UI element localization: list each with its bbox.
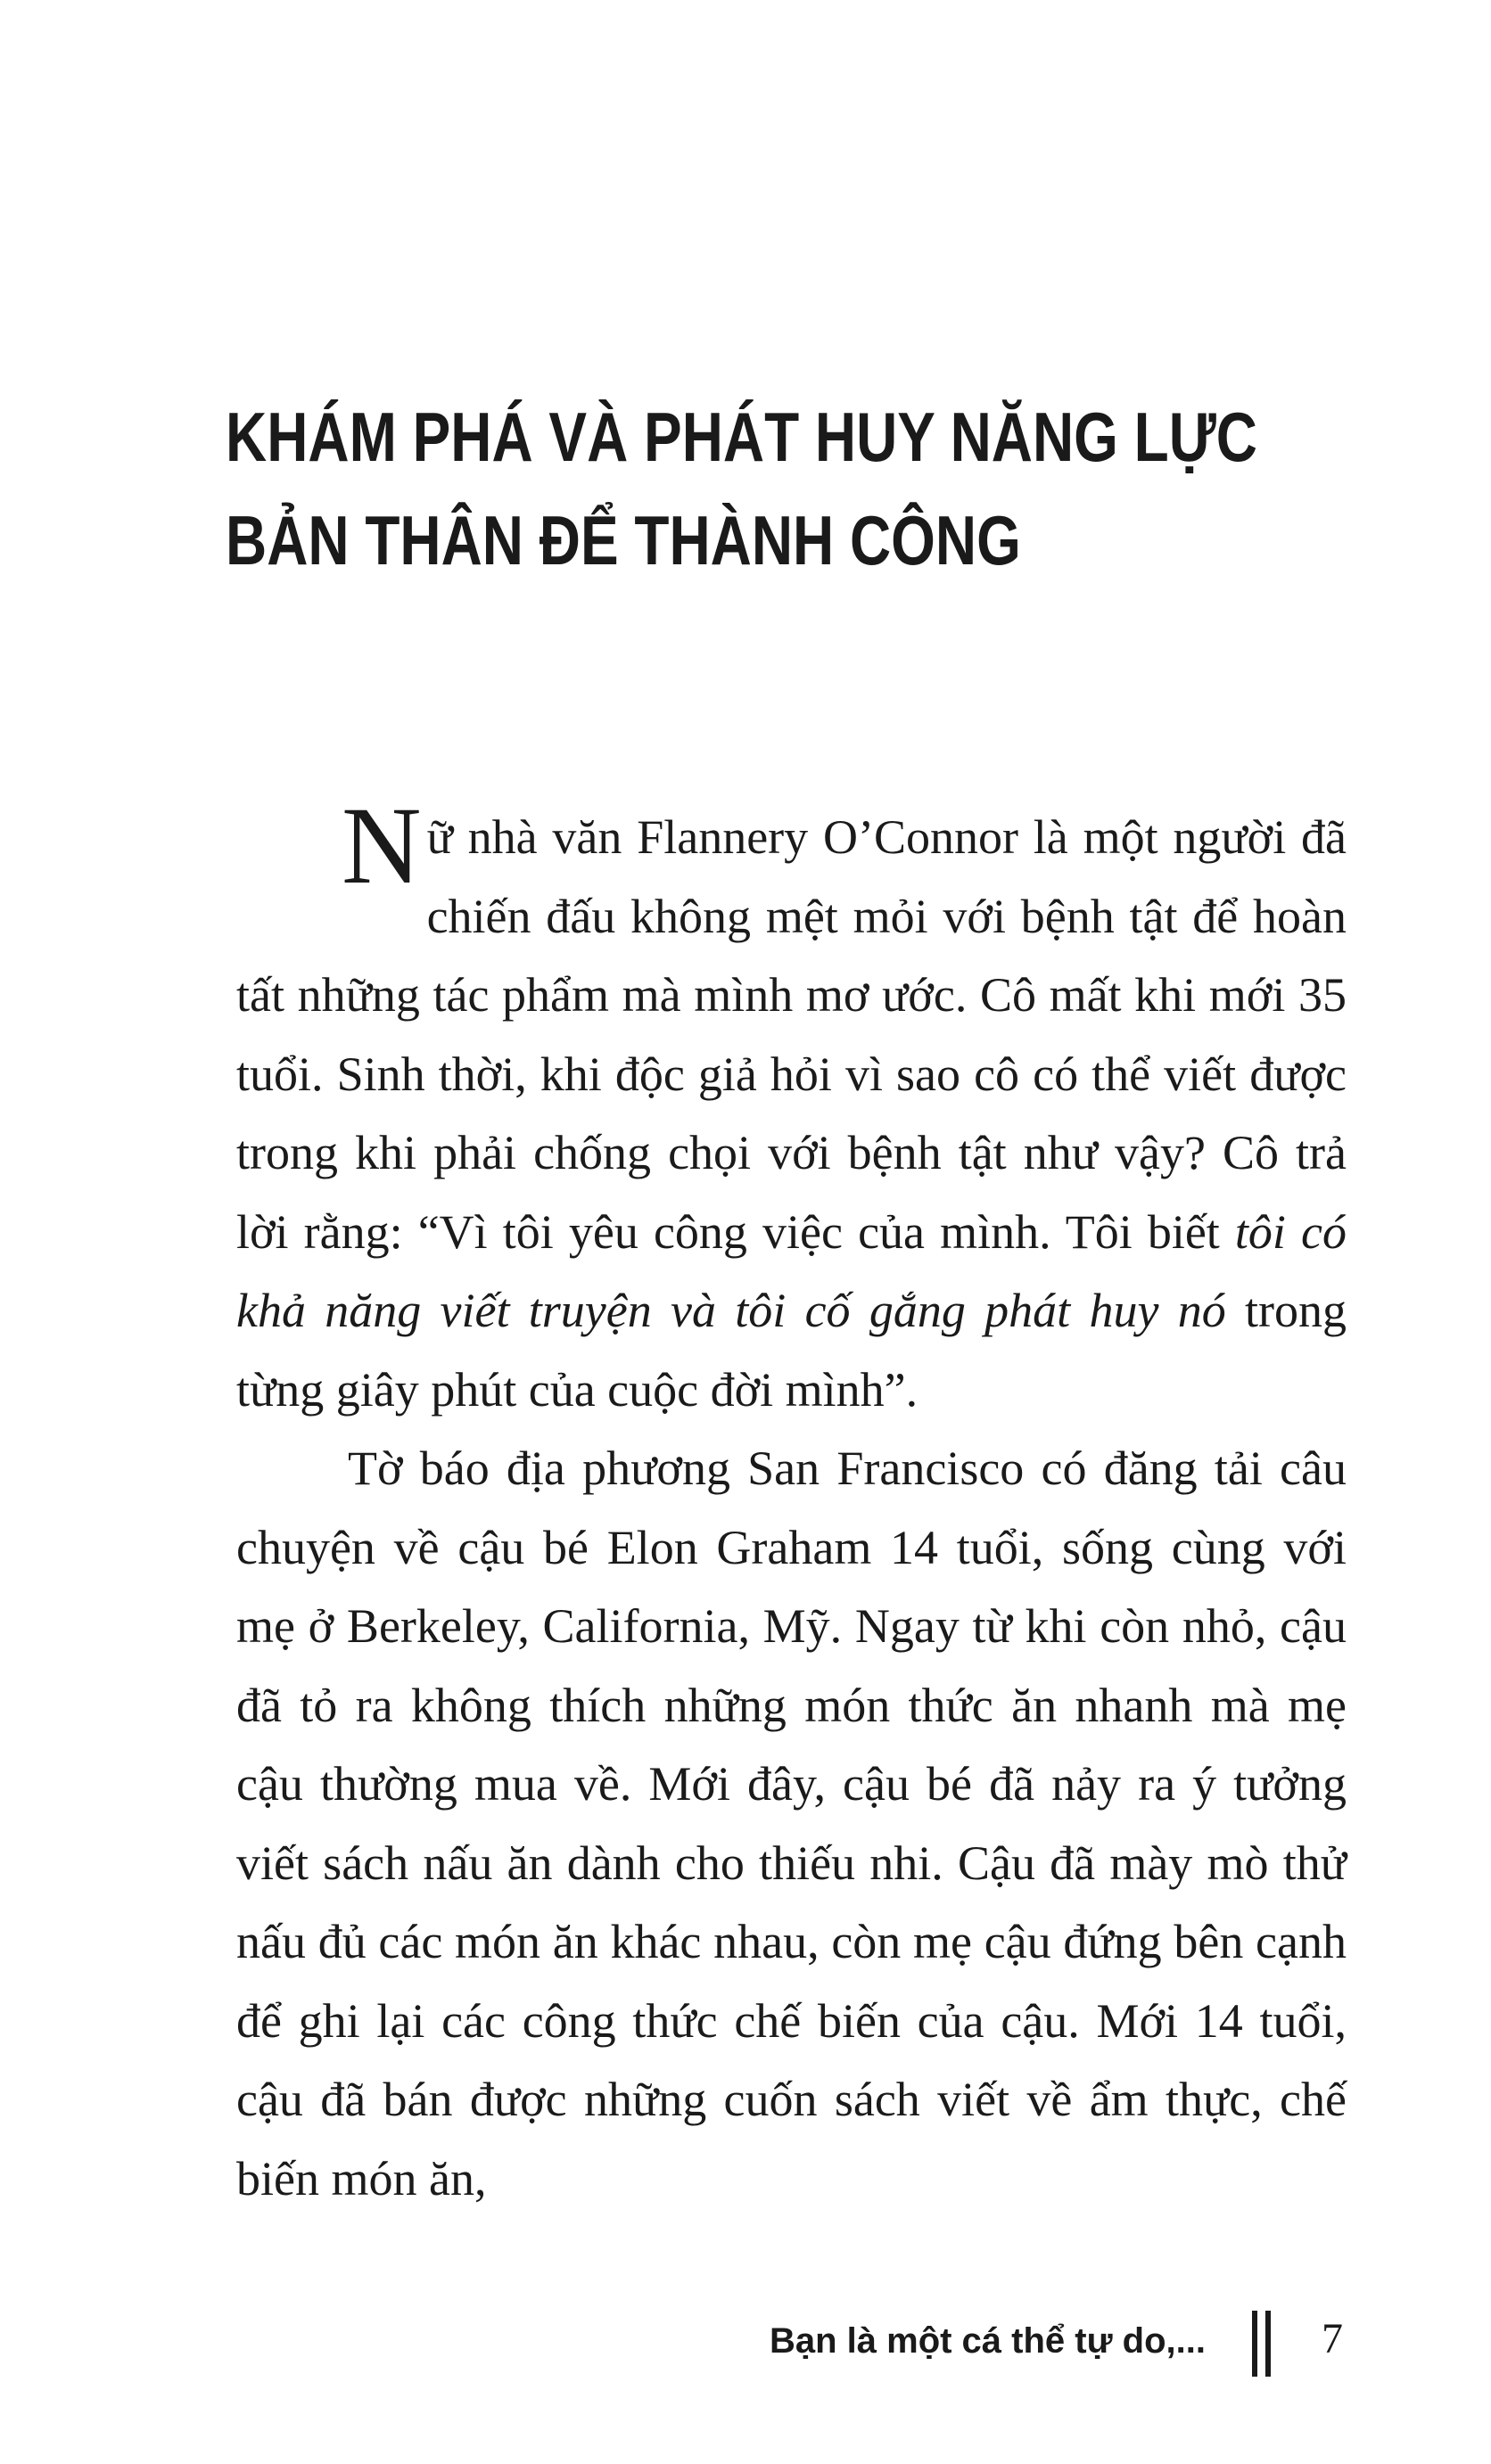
footer-divider-right (1265, 2311, 1271, 2377)
paragraph-2: Tờ báo địa phương San Francisco có đăng tải câu chuyện về cậu bé Elon Graham 14 tuổi, sống cùng với mẹ ở Berkeley, California, Mỹ. Ngay từ khi còn nhỏ, cậu đã tỏ ra không thích những món thức ăn nhanh mà mẹ cậu thường mua về. Mới đây, cậu bé đã nảy ra ý tưởng viết sách nấu ăn dành cho thiếu nhi. Cậu đã mày mò thử nấu đủ các món ăn khác nhau, còn mẹ cậu đứng bên cạnh để ghi lại các công thức chế biến của cậu. Mới 14 tuổi, cậu đã bán được những cuốn sách viết về ẩm thực, chế biến món ăn, (236, 1441, 1347, 2205)
page-footer (0, 2309, 1491, 2389)
footer-divider-left (1252, 2311, 1257, 2377)
page-number: 7 (1322, 2315, 1343, 2362)
paragraph-1 (236, 784, 1347, 1429)
chapter-title-line-1: KHÁM PHÁ VÀ PHÁT HUY NĂNG LỰC (226, 398, 1258, 476)
chapter-title (226, 385, 1258, 592)
body-text (236, 784, 1347, 2218)
drop-cap: N (342, 784, 422, 907)
paragraph-1-text-a: ữ nhà văn Flannery O’Connor là một người đã chiến đấu không mệt mỏi với bệnh tật để hoàn tất những tác phẩm mà mình mơ ước. Cô mất khi mới 35 tuổi. Sinh thời, khi độc giả hỏi vì sao cô có thể viết được trong khi phải chống chọi với bệnh tật như vậy? Cô trả lời rằng: “Vì tôi yêu công việc của mình. Tôi biết (236, 810, 1347, 1259)
chapter-title-line-2: BẢN THÂN ĐỂ THÀNH CÔNG (226, 501, 1021, 579)
running-title: Bạn là một cá thể tự do,... (769, 2321, 1206, 2361)
paragraph-1-text-b: trong từng giây phút của cuộc đời mình”. (236, 1284, 1347, 1417)
paragraph-1-italic: tôi có khả năng viết truyện và tôi cố gắng phát huy nó (236, 1204, 1347, 1337)
